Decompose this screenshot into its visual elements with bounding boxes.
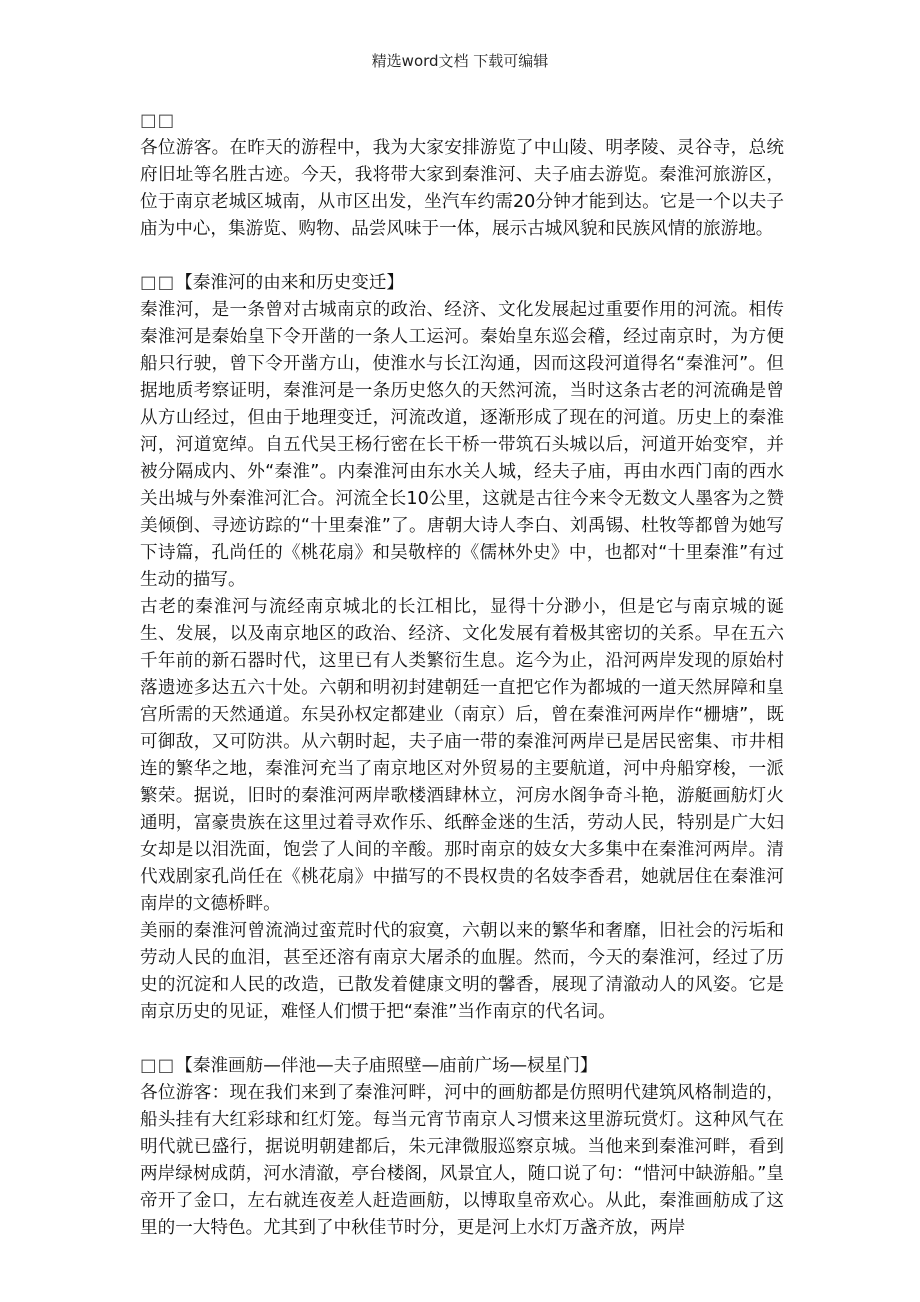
section-heading-history bbox=[140, 270, 784, 297]
spacer bbox=[140, 1026, 784, 1053]
history-paragraph: 美丽的秦淮河曾流淌过蛮荒时代的寂寞，六朝以来的繁华和奢靡，旧社会的污垢和劳动人民的血泪，甚至还溶有南京大屠杀的血腥。然而，今天的秦淮河，经过了历史的沉淀和人民的改造，已散发着健康文明的馨香，展现了清澈动人的风姿。它是南京历史的见证，难怪人们惯于把“秦淮”当作南京的代名词。 bbox=[140, 921, 784, 1022]
intro-paragraph: 各位游客。在昨天的游程中，我为大家安排游览了中山陵、明孝陵、灵谷寺，总统府旧址等名胜古迹。今天，我将带大家到秦淮河、夫子庙去游览。秦淮河旅游区，位于南京老城区城南，从市区出发，坐汽车约需20分钟才能到达。它是一个以夫子庙为中心，集游览、购物、品尝风味于一体，展示古城风貌和民族风情的旅游地。 bbox=[140, 138, 784, 239]
heading-text: 【秦淮河的由来和历史变迁】 bbox=[175, 273, 404, 293]
spacer bbox=[140, 243, 784, 270]
heading-marker: □□ bbox=[140, 273, 176, 293]
section-heading-tour bbox=[140, 1053, 784, 1080]
history-paragraph: 古老的秦淮河与流经南京城北的长江相比，显得十分渺小，但是它与南京城的诞生、发展，以及南京地区的政治、经济、文化发展有着极其密切的关系。早在五六千年前的新石器时代，这里已有人类繁衍生息。迄今为止，沿河两岸发现的原始村落遗迹多达五六十处。六朝和明初封建朝廷一直把它作为都城的一道天然屏障和皇宫所需的天然通道。东吴孙权定都建业（南京）后，曾在秦淮河两岸作“栅塘”，既可御敌，又可防洪。从六朝时起，夫子庙一带的秦淮河两岸已是居民密集、市井相连的繁华之地，秦淮河充当了南京地区对外贸易的主要航道，河中舟船穿梭，一派繁荣。据说，旧时的秦淮河两岸歌楼酒肆林立，河房水阁争奇斗艳，游艇画舫灯火通明，富豪贵族在这里过着寻欢作乐、纸醉金迷的生活，劳动人民，特别是广大妇女却是以泪洗面，饱尝了人间的辛酸。那时南京的妓女大多集中在秦淮河两岸。清代戏剧家孔尚任在《桃花扇》中描写的不畏权贵的名妓李香君，她就居住在秦淮河南岸的文德桥畔。 bbox=[140, 597, 784, 914]
intro-marker: □□ bbox=[140, 111, 176, 131]
document-header: 精选word文档 下载可编辑 bbox=[371, 52, 549, 70]
document-body bbox=[140, 108, 784, 1242]
history-paragraph: 秦淮河，是一条曾对古城南京的政治、经济、文化发展起过重要作用的河流。相传秦淮河是秦始皇下令开凿的一条人工运河。秦始皇东巡会稽，经过南京时，为方便船只行驶，曾下令开凿方山，使淮水与长江沟通，因而这段河道得名“秦淮河”。但据地质考察证明，秦淮河是一条历史悠久的天然河流，当时这条古老的河流确是曾从方山经过，但由于地理变迁，河流改道，逐渐形成了现在的河道。历史上的秦淮河，河道宽绰。自五代吴王杨行密在长干桥一带筑石头城以后，河道开始变窄，并被分隔成内、外“秦淮”。内秦淮河由东水关人城，经夫子庙，再由水西门南的西水关出城与外秦淮河汇合。河流全长10公里，这就是古往今来令无数文人墨客为之赞美倾倒、寻迹访踪的“十里秦淮”了。唐朝大诗人李白、刘禹锡、杜牧等都曾为她写下诗篇，孔尚任的《桃花扇》和吴敬梓的《儒林外史》中，也都对“十里秦淮”有过生动的描写。 bbox=[140, 300, 784, 590]
heading-text: 【秦淮画舫—伴池—夫子庙照壁—庙前广场—棂星门】 bbox=[175, 1056, 598, 1076]
heading-marker: □□ bbox=[140, 1056, 176, 1076]
tour-paragraph: 各位游客：现在我们来到了秦淮河畔，河中的画舫都是仿照明代建筑风格制造的，船头挂有大红彩球和红灯笼。每当元宵节南京人习惯来这里游玩赏灯。这种风气在明代就已盛行，据说明朝建都后，朱元津微服巡察京城。当他来到秦淮河畔，看到两岸绿树成荫，河水清澈，亭台楼阁，风景宜人，随口说了句：“惜河中缺游船。”皇帝开了金口，左右就连夜差人赶造画舫，以博取皇帝欢心。从此，秦淮画舫成了这里的一大特色。尤其到了中秋佳节时分，更是河上水灯万盏齐放，两岸 bbox=[140, 1083, 784, 1238]
